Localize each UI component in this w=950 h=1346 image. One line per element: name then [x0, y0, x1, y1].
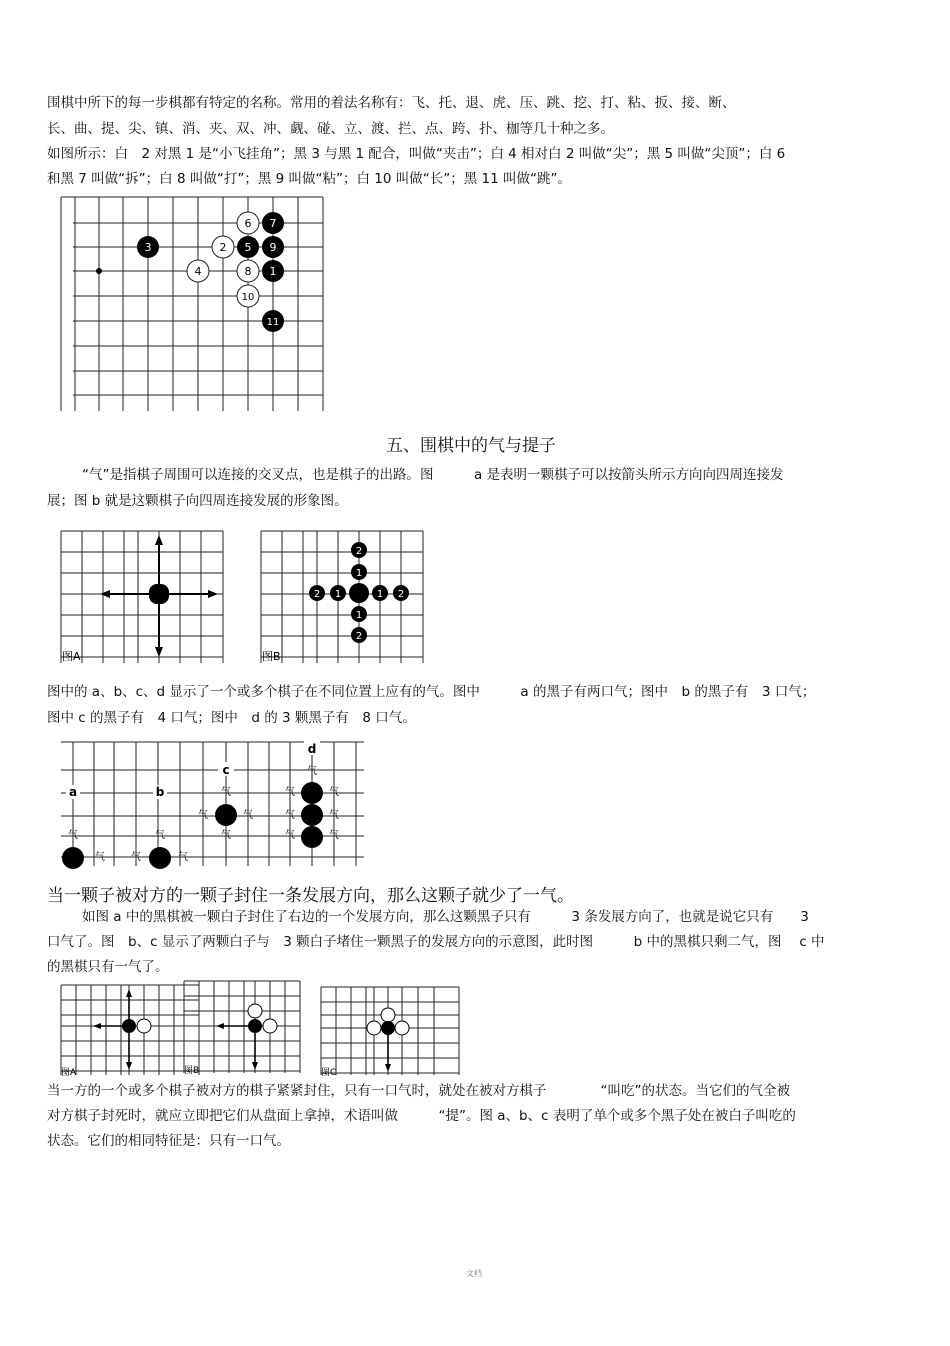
svg-text:气: 气	[329, 810, 339, 821]
figure-label-b: 图B	[262, 650, 281, 663]
black-stone-c	[215, 804, 237, 826]
white-stone-10	[237, 285, 259, 307]
label-b: b	[155, 785, 165, 799]
svg-text:3: 3	[144, 241, 152, 254]
label-a: a	[68, 785, 78, 799]
svg-text:气: 气	[221, 787, 231, 798]
black-stone-3	[137, 236, 159, 258]
para6-line1: 当一方的一个或多个棋子被对方的棋子紧紧封住，只有一口气时，就处在被对方棋子 “叫吃”的状态。当它们的气全被	[47, 1083, 790, 1099]
black-stone-d3	[301, 826, 323, 848]
svg-text:气: 气	[329, 830, 339, 841]
svg-text:10: 10	[241, 292, 255, 303]
label-c: c	[222, 763, 230, 777]
svg-text:气: 气	[131, 852, 141, 863]
figure-label-a: 图A	[62, 650, 81, 663]
section-heading: 五、围棋中的气与提子	[386, 436, 556, 456]
svg-text:气: 气	[155, 830, 165, 841]
para6-line2: 对方棋子封死时，就应立即把它们从盘面上拿掉，术语叫做 “提”。图 a、b、c 表明了单个或多个黑子处在被白子叫吃的	[47, 1108, 796, 1124]
svg-text:5: 5	[244, 241, 252, 254]
svg-text:2: 2	[355, 546, 363, 557]
svg-text:气: 气	[68, 830, 78, 841]
white-stone-8	[237, 260, 259, 282]
figure-a-arrows	[58, 527, 226, 667]
small-figure-b	[181, 978, 303, 1075]
svg-text:2: 2	[219, 241, 227, 254]
svg-text:1: 1	[269, 265, 277, 278]
joseki-board-figure	[58, 195, 326, 413]
black-stone-5	[237, 236, 259, 258]
para2-line1: 如图所示：白 2 对黑 1 是“小飞挂角”；黑 3 与黑 1 配合，叫做“夹击”；白 4 相对白 2 叫做“尖”；黑 5 叫做“尖顶”；白 6	[47, 146, 786, 162]
svg-text:6: 6	[244, 217, 252, 230]
black-stone-a	[62, 847, 84, 869]
para4-line2: 图中 c 的黑子有 4 口气；图中 d 的 3 颗黑子有 8 口气。	[47, 710, 416, 726]
svg-text:气: 气	[329, 787, 339, 798]
para1-line1: 围棋中所下的每一步棋都有特定的名称。常用的着法名称有：飞、托、退、虎、压、跳、挖、打、粘、扳、接、断、	[47, 95, 736, 111]
svg-text:8: 8	[244, 265, 252, 278]
svg-text:气: 气	[285, 830, 295, 841]
black-stone	[149, 584, 169, 604]
svg-text:11: 11	[266, 317, 280, 328]
white-stone-6	[237, 212, 259, 234]
black-stone-9	[262, 236, 284, 258]
small-figure-a-label: 图A	[61, 1068, 77, 1077]
svg-text:气: 气	[221, 830, 231, 841]
black-stone-d2	[301, 804, 323, 826]
para2-line2: 和黑 7 叫做“拆”；白 8 叫做“打”；黑 9 叫做“粘”；白 10 叫做“长”；黑 11 叫做“跳”。	[47, 171, 571, 187]
svg-text:2: 2	[397, 589, 405, 600]
liberties-abcd-figure	[58, 738, 368, 870]
svg-text:气: 气	[198, 810, 208, 821]
para3-line2: 展；图 b 就是这颗棋子向四周连接发展的形象图。	[47, 493, 348, 509]
svg-text:气: 气	[178, 852, 188, 863]
small-figure-c-label: 图C	[321, 1068, 337, 1077]
svg-text:气: 气	[285, 787, 295, 798]
svg-text:7: 7	[269, 217, 277, 230]
small-figure-b-label: 图B	[184, 1066, 200, 1075]
para3-line1: “气”是指棋子周围可以连接的交叉点，也是棋子的出路。图 a 是表明一颗棋子可以按箭头所示方向向四周连接发	[82, 467, 784, 483]
svg-text:9: 9	[269, 241, 277, 254]
para5-line2: 口气了。图 b、c 显示了两颗白子与 3 颗白子堵住一颗黑子的发展方向的示意图，此时图 b 中的黑棋只剩二气，图 c 中	[47, 934, 825, 950]
star-point	[96, 268, 102, 274]
svg-text:2: 2	[355, 631, 363, 642]
para6-line3: 状态。它们的相同特征是：只有一口气。	[47, 1133, 290, 1149]
black-stone-b	[149, 847, 171, 869]
small-figure-c	[318, 984, 462, 1077]
para5-line3: 的黑棋只有一气了。	[47, 959, 169, 975]
svg-text:2: 2	[313, 589, 321, 600]
black-stone-7	[262, 212, 284, 234]
page-footer: 文档	[466, 1269, 482, 1278]
svg-text:气: 气	[307, 766, 317, 777]
rule-heading: 当一颗子被对方的一颗子封住一条发展方向，那么这颗子就少了一气。	[47, 886, 574, 906]
svg-text:气: 气	[285, 810, 295, 821]
para4-line1: 图中的 a、b、c、d 显示了一个或多个棋子在不同位置上应有的气。图中 a 的黑子有两口气；图中 b 的黑子有 3 口气；	[47, 684, 816, 700]
para5-line1: 如图 a 中的黑棋被一颗白子封住了右边的一个发展方向，那么这颗黑子只有 3 条发展方向了，也就是说它只有 3	[82, 909, 809, 925]
numbered-stones	[309, 542, 409, 643]
white-stone-2	[212, 236, 234, 258]
label-d: d	[307, 742, 317, 756]
svg-text:4: 4	[194, 265, 202, 278]
black-stone-1	[262, 260, 284, 282]
white-stone-4	[187, 260, 209, 282]
black-stone-11	[262, 310, 284, 332]
svg-text:1: 1	[334, 589, 342, 600]
svg-text:气: 气	[95, 852, 105, 863]
svg-text:气: 气	[243, 810, 253, 821]
svg-text:1: 1	[355, 568, 363, 579]
figure-b-liberties	[258, 527, 426, 667]
para1-line2: 长、曲、提、尖、镇、消、夹、双、冲、觑、碰、立、渡、拦、点、跨、扑、枷等几十种之多。	[47, 121, 614, 137]
black-stone-d1	[301, 782, 323, 804]
svg-text:1: 1	[376, 589, 384, 600]
svg-text:1: 1	[355, 610, 363, 621]
